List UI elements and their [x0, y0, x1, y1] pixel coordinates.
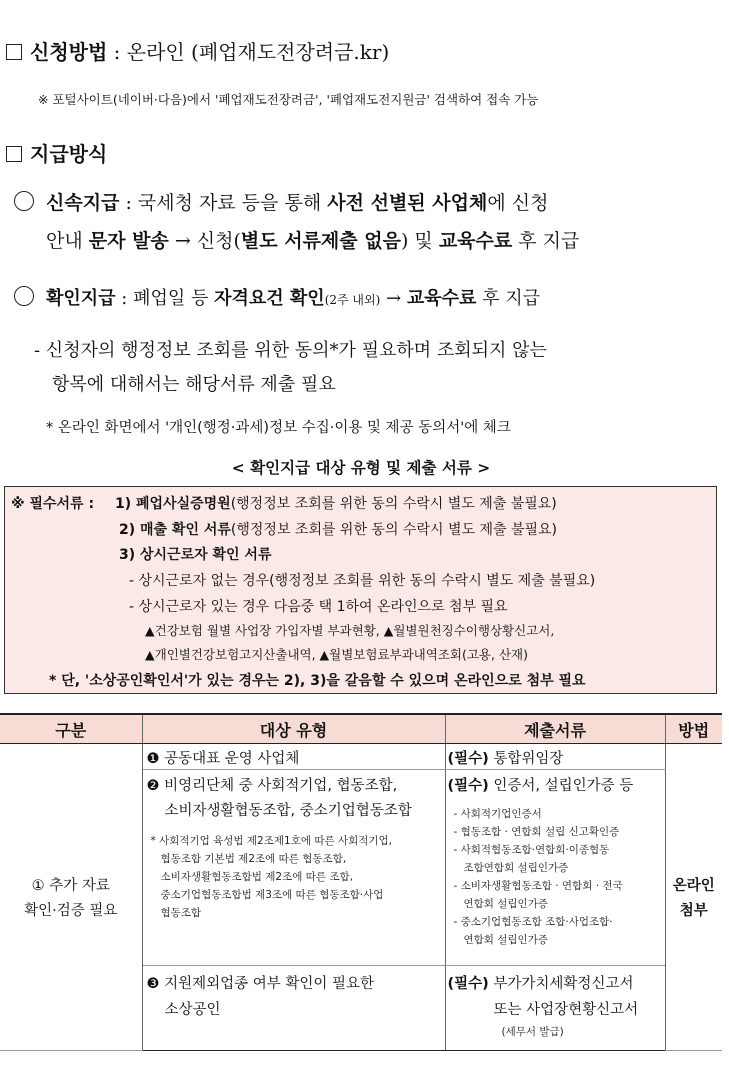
doc-name: 부가가치세확정신고서	[488, 976, 634, 992]
table-row	[0, 744, 722, 770]
item-title: 2) 매출 확인 서류	[119, 522, 231, 538]
box-final-note: * 단, '소상공인확인서'가 있는 경우는 2), 3)을 갈음할 수 있으며 온라인으로 첨부 필요	[49, 673, 586, 689]
pay-title: 지급방식	[30, 142, 108, 166]
box-item-3c: - 상시근로자 있는 경우 다음중 택 1하여 온라인으로 첨부 필요	[129, 599, 508, 615]
method-cell	[665, 744, 722, 1051]
box-caption: < 확인지급 대상 유형 및 제출 서류 >	[231, 459, 491, 477]
header-type: 대상 유형	[142, 714, 445, 744]
docs-cell-1	[445, 744, 665, 770]
text: 안내	[46, 230, 89, 252]
emphasis: 사전 선별된 사업체	[327, 192, 488, 214]
confirm-pay-line	[14, 284, 540, 310]
docs-text	[446, 966, 665, 993]
fast-pay-label: 신속지급	[46, 192, 120, 214]
docs-cell-3	[445, 966, 665, 1051]
circle-bullet-icon	[14, 286, 34, 306]
category-line: 확인·검증 필요	[24, 903, 118, 919]
emphasis: 교육수료	[406, 288, 477, 309]
text: →	[380, 288, 407, 309]
text: 국세청 자료 등을 통해	[137, 192, 328, 214]
doc-name: 통합위임장	[488, 751, 564, 767]
colon: :	[119, 192, 138, 214]
box-doc-list-1: ▲건강보험 월별 사업장 가입자별 부과현황, ▲월별원천징수이행상황신고서,	[145, 623, 555, 638]
doc-sub-item: - 협동조합 · 연합회 설립 신고확인증	[453, 826, 620, 838]
type-note: 협동조합 기본법 제2조에 따른 협동조합,	[160, 853, 347, 865]
pay-section	[6, 138, 107, 167]
doc-sub-item: 연합회 설립인가증	[463, 934, 548, 946]
doc-sub-item: 조합연합회 설립인가증	[463, 862, 569, 874]
emphasis: 교육수료	[438, 230, 513, 252]
docs-text	[446, 770, 665, 795]
doc-issuer-note: (세무서 발급)	[501, 1026, 564, 1038]
confirm-star-note: * 온라인 화면에서 '개인(행정·과세)정보 수집·이용 및 제공 동의서'에 체크	[46, 420, 511, 436]
text: 폐업일 등	[133, 288, 215, 309]
required-docs-box	[4, 486, 717, 694]
doc-sub-item: - 사회적기업인증서	[453, 808, 542, 820]
type-cell-2	[142, 770, 445, 966]
type-note: 중소기업협동조합법 제3조에 따른 협동조합·사업	[160, 889, 384, 901]
doc-sub-item: - 중소기업협동조합 조합·사업조합·	[453, 916, 613, 928]
type-text: 소비자생활협동조합, 중소기업협동조합	[164, 803, 412, 819]
fast-pay-line1	[14, 188, 548, 215]
emphasis: 자격요건 확인	[214, 288, 325, 309]
type-text: ❷ 비영리단체 중 사회적기업, 협동조합,	[146, 778, 398, 794]
category-cell	[0, 744, 142, 1051]
method-line: 온라인	[672, 878, 715, 894]
required-tag: (필수)	[447, 751, 489, 767]
small-note: (2주 내외)	[324, 293, 381, 307]
type-note: 협동조합	[160, 907, 202, 919]
method-line: 첨부	[679, 903, 708, 919]
box-lead: ※ 필수서류 :	[11, 496, 95, 512]
checkbox-square-icon	[6, 146, 22, 162]
box-item-3a: - 상시근로자 없는 경우(행정정보 조회를 위한 동의 수락시 별도 제출 불필요)	[129, 573, 596, 589]
checkbox-square-icon	[6, 44, 22, 60]
box-item-1	[115, 493, 557, 513]
circle-bullet-icon	[14, 191, 34, 211]
category-line: ① 추가 자료	[31, 878, 110, 894]
item-text: (행정정보 조회를 위한 동의 수락시 별도 제출 불필요)	[230, 496, 557, 512]
docs-cell-2	[445, 770, 665, 966]
text: 후 지급	[476, 288, 540, 309]
fast-pay-line2	[46, 226, 579, 253]
doc-name-alt: 또는 사업장현황신고서	[493, 1002, 639, 1018]
box-doc-list-2: ▲개인별건강보험고지산출내역, ▲월별보험료부과내역조회(고용, 산재)	[145, 647, 528, 662]
text: 에 신청	[487, 192, 549, 214]
type-cell-1	[142, 744, 445, 770]
doc-name: 인증서, 설립인가증 등	[488, 778, 634, 794]
confirm-pay-label: 확인지급	[46, 288, 116, 309]
type-text: 소상공인	[164, 1002, 221, 1018]
doc-sub-item: - 소비자생활협동조합 · 연합회 · 전국	[453, 880, 623, 892]
text: ) 및	[400, 230, 439, 252]
text: → 신청(	[168, 230, 241, 252]
doc-sub-item: - 사회적협동조합·연합회·이종협동	[453, 844, 610, 856]
apply-note: ※ 포털사이트(네이버·다음)에서 '폐업재도전장려금', '폐업재도전지원금' 검색하여 접속 가능	[38, 92, 539, 107]
apply-value: 온라인 (폐업재도전장려금.kr)	[126, 40, 390, 64]
apply-colon: :	[107, 40, 127, 64]
doc-sub-item: 연합회 설립인가증	[463, 898, 548, 910]
type-cell-3	[142, 966, 445, 1051]
emphasis: 문자 발송	[88, 230, 169, 252]
box-item-3: 3) 상시근로자 확인 서류	[119, 547, 272, 563]
emphasis: 별도 서류제출 없음	[240, 230, 401, 252]
required-tag: (필수)	[447, 778, 489, 794]
text: 후 지급	[512, 230, 580, 252]
header-docs: 제출서류	[445, 714, 665, 744]
type-text: ❶ 공동대표 운영 사업체	[146, 751, 300, 767]
docs-text	[446, 744, 665, 768]
type-note: 소비자생활협동조합법 제2조에 따른 조합,	[160, 871, 353, 883]
item-title: 1) 폐업사실증명원	[115, 496, 231, 512]
confirm-dash-line2: 항목에 대해서는 해당서류 제출 필요	[52, 374, 336, 395]
apply-title: 신청방법	[30, 40, 108, 64]
confirm-dash-line1: - 신청자의 행정정보 조회를 위한 동의*가 필요하며 조회되지 않는	[34, 340, 547, 361]
type-text: ❸ 지원제외업종 여부 확인이 필요한	[146, 976, 375, 992]
target-types-table	[0, 713, 722, 1051]
colon: :	[115, 288, 134, 309]
header-category: 구분	[0, 714, 142, 744]
header-method: 방법	[665, 714, 722, 744]
item-text: (행정정보 조회를 위한 동의 수락시 별도 제출 불필요)	[230, 522, 557, 538]
box-item-2	[119, 519, 557, 539]
type-note: * 사회적기업 육성법 제2조제1호에 따른 사회적기업,	[150, 835, 392, 847]
table-header-row	[0, 714, 722, 744]
apply-section	[6, 36, 389, 65]
required-tag: (필수)	[447, 976, 489, 992]
